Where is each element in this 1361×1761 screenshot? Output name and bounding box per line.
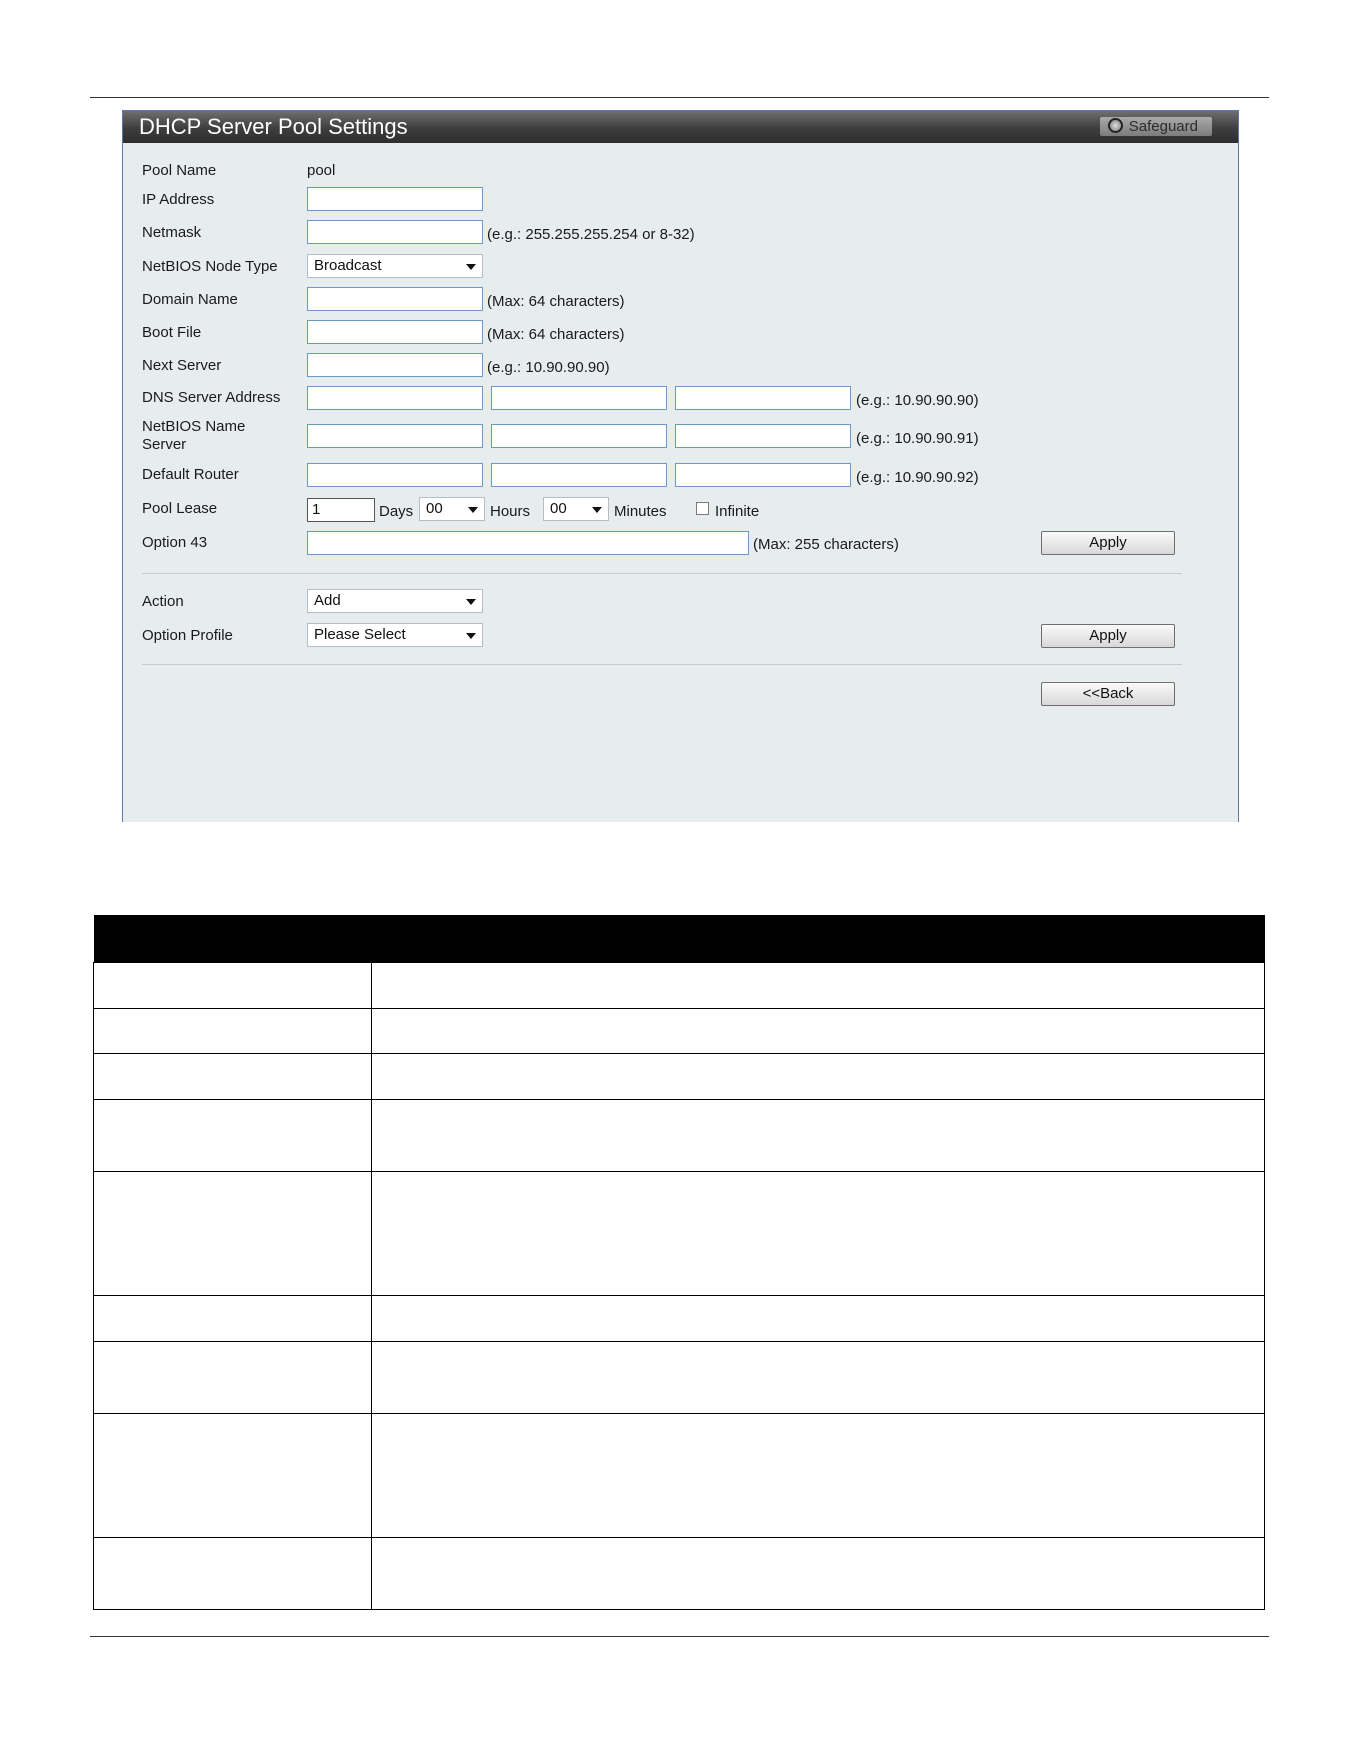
- bottom-rule: [90, 1636, 1269, 1637]
- pool-lease-minutes-label: Minutes: [614, 503, 667, 520]
- domain-name-input[interactable]: [307, 287, 483, 311]
- table-cell-description: [372, 1054, 1265, 1100]
- table-cell-description: [372, 1296, 1265, 1342]
- pool-lease-minutes-select[interactable]: [543, 497, 609, 521]
- netmask-label: Netmask: [142, 224, 202, 241]
- pool-name-value: pool: [307, 162, 336, 179]
- table-row: [94, 1538, 1265, 1610]
- table-header-parameter: [94, 915, 372, 963]
- table-cell-description: [372, 1100, 1265, 1172]
- default-router-input-2[interactable]: [491, 463, 667, 487]
- netbios-name-server-input-1[interactable]: [307, 424, 483, 448]
- table-cell-parameter: [94, 963, 372, 1009]
- table-cell-parameter: [94, 1100, 372, 1172]
- boot-file-hint: (Max: 64 characters): [487, 326, 625, 343]
- top-rule: [90, 97, 1269, 98]
- pool-lease-label: Pool Lease: [142, 500, 218, 517]
- option-profile-value: Please Select: [314, 626, 406, 643]
- pool-lease-minutes-value: 00: [550, 500, 567, 517]
- default-router-input-1[interactable]: [307, 463, 483, 487]
- safeguard-label: Safeguard: [1128, 118, 1198, 135]
- panel-header: [123, 111, 1238, 143]
- description-table: [93, 915, 1265, 1610]
- option-profile-label: Option Profile: [142, 627, 233, 644]
- table-header-row: [94, 915, 1265, 963]
- table-row: [94, 1054, 1265, 1100]
- default-router-label: Default Router: [142, 466, 239, 483]
- pool-lease-days-label: Days: [379, 503, 414, 520]
- next-server-hint: (e.g.: 10.90.90.90): [487, 359, 610, 376]
- infinite-label: Infinite: [715, 503, 760, 520]
- netbios-name-server-label-line2: Server: [142, 436, 187, 453]
- option43-input[interactable]: [307, 531, 749, 555]
- profile-apply-button[interactable]: Apply: [1041, 624, 1175, 648]
- table-row: [94, 1100, 1265, 1172]
- dns-server-address-input-2[interactable]: [491, 386, 667, 410]
- option43-hint: (Max: 255 characters): [753, 536, 899, 553]
- next-server-label: Next Server: [142, 357, 222, 374]
- domain-name-hint: (Max: 64 characters): [487, 293, 625, 310]
- dns-server-address-input-1[interactable]: [307, 386, 483, 410]
- table-cell-parameter: [94, 1414, 372, 1538]
- pool-lease-days-input[interactable]: 1: [307, 498, 375, 522]
- table-cell-parameter: [94, 1342, 372, 1414]
- panel-title: DHCP Server Pool Settings: [139, 114, 408, 139]
- dns-server-address-label: DNS Server Address: [142, 389, 281, 406]
- ip-address-label: IP Address: [142, 191, 215, 208]
- netmask-input[interactable]: [307, 220, 483, 244]
- ip-address-input[interactable]: [307, 187, 483, 211]
- boot-file-input[interactable]: [307, 320, 483, 344]
- safeguard-icon: [1108, 118, 1123, 133]
- chevron-down-icon: [468, 507, 478, 513]
- netbios-name-server-input-2[interactable]: [491, 424, 667, 448]
- table-cell-parameter: [94, 1009, 372, 1054]
- table-row: [94, 1342, 1265, 1414]
- dns-server-address-input-3[interactable]: [675, 386, 851, 410]
- default-router-input-3[interactable]: [675, 463, 851, 487]
- option-profile-select[interactable]: [307, 623, 483, 647]
- pool-lease-hours-select[interactable]: [419, 497, 485, 521]
- action-select[interactable]: [307, 589, 483, 613]
- dns-server-address-hint: (e.g.: 10.90.90.90): [856, 392, 979, 409]
- chevron-down-icon: [592, 507, 602, 513]
- safeguard-indicator: [1100, 117, 1212, 136]
- netbios-name-server-hint: (e.g.: 10.90.90.91): [856, 430, 979, 447]
- table-cell-description: [372, 1414, 1265, 1538]
- separator-1: [142, 573, 1182, 574]
- chevron-down-icon: [466, 599, 476, 605]
- pool-lease-hours-value: 00: [426, 500, 443, 517]
- netbios-name-server-label-line1: NetBIOS Name: [142, 418, 246, 435]
- table-cell-description: [372, 1342, 1265, 1414]
- table-row: [94, 1414, 1265, 1538]
- table-row: [94, 963, 1265, 1009]
- pool-name-label: Pool Name: [142, 162, 217, 179]
- next-server-input[interactable]: [307, 353, 483, 377]
- chevron-down-icon: [466, 633, 476, 639]
- netbios-node-type-value: Broadcast: [314, 257, 382, 274]
- table-cell-description: [372, 1172, 1265, 1296]
- netbios-node-type-select[interactable]: [307, 254, 483, 278]
- separator-2: [142, 664, 1182, 665]
- back-button[interactable]: <<Back: [1041, 682, 1175, 706]
- chevron-down-icon: [466, 264, 476, 270]
- table-header-description: [372, 915, 1265, 963]
- default-router-hint: (e.g.: 10.90.90.92): [856, 469, 979, 486]
- netbios-name-server-input-3[interactable]: [675, 424, 851, 448]
- option43-label: Option 43: [142, 534, 208, 551]
- action-label: Action: [142, 593, 184, 610]
- table-cell-parameter: [94, 1172, 372, 1296]
- netbios-name-server-label: [142, 418, 245, 454]
- table-row: [94, 1009, 1265, 1054]
- table-cell-parameter: [94, 1296, 372, 1342]
- infinite-checkbox[interactable]: [696, 502, 709, 515]
- netbios-node-type-label: NetBIOS Node Type: [142, 258, 278, 275]
- apply-button[interactable]: Apply: [1041, 531, 1175, 555]
- table-row: [94, 1172, 1265, 1296]
- action-value: Add: [314, 592, 341, 609]
- boot-file-label: Boot File: [142, 324, 202, 341]
- table-cell-parameter: [94, 1538, 372, 1610]
- table-cell-description: [372, 1538, 1265, 1610]
- table-cell-description: [372, 963, 1265, 1009]
- table-cell-parameter: [94, 1054, 372, 1100]
- table-cell-description: [372, 1009, 1265, 1054]
- table-row: [94, 1296, 1265, 1342]
- pool-lease-hours-label: Hours: [490, 503, 531, 520]
- domain-name-label: Domain Name: [142, 291, 238, 308]
- netmask-hint: (e.g.: 255.255.255.254 or 8-32): [487, 226, 695, 243]
- dhcp-server-pool-settings-panel: [122, 110, 1239, 822]
